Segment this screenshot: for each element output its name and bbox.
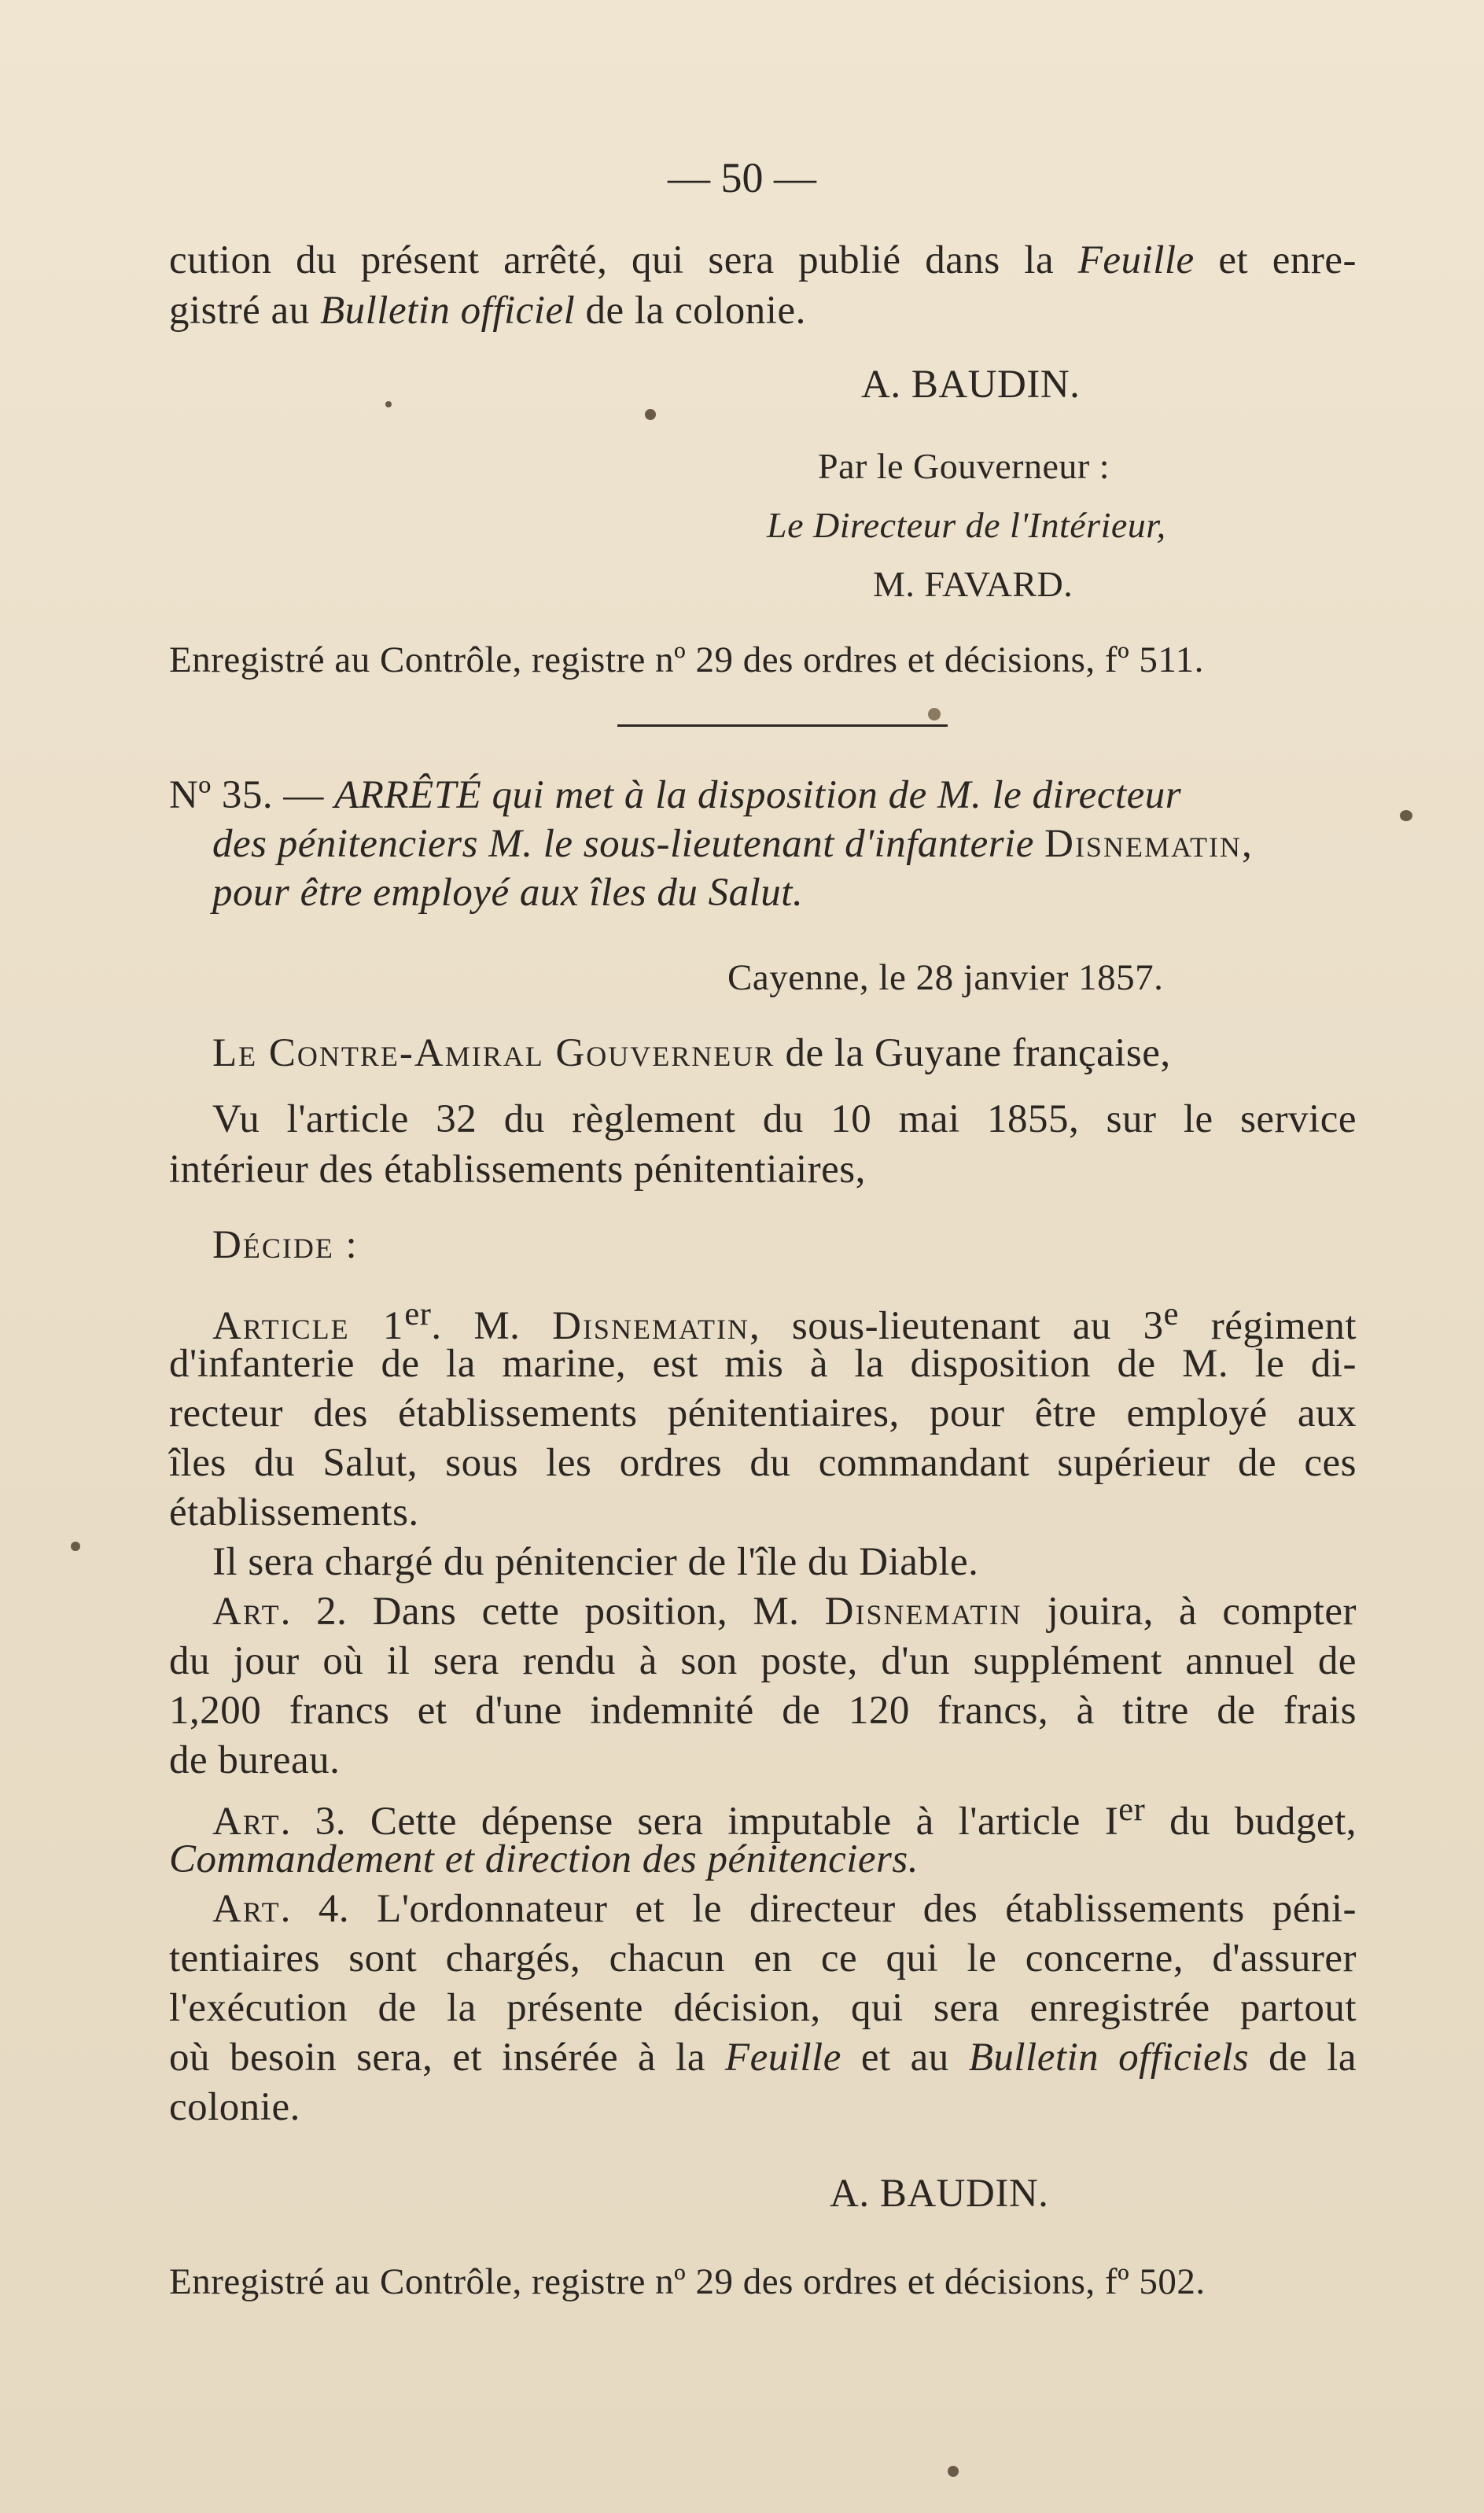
text-run-smallcaps: Disnematin	[552, 1304, 749, 1348]
text-run-italic: des pénitenciers M. le sous-lieutenant d'infanterie	[212, 822, 1045, 866]
text-run: et au	[841, 2036, 969, 2080]
superscript: er	[1118, 1791, 1146, 1828]
opening-line-2	[169, 286, 1349, 335]
text-run: gistré au	[169, 289, 320, 333]
closing-signature: A. BAUDIN.	[830, 2172, 1049, 2216]
paper-speck	[385, 401, 392, 407]
text-run-italic: Bulletin officiels	[968, 2036, 1250, 2080]
section-divider	[617, 724, 948, 727]
article-2-line-1	[212, 1587, 1357, 1636]
article-2-line-4: de bureau.	[169, 1738, 341, 1782]
decree-heading-line-2	[212, 820, 1392, 868]
superscript: er	[404, 1295, 432, 1332]
authority-line	[212, 1029, 1392, 1078]
text-run: . 4. L'ordonnateur et le directeur des établissements péni-	[280, 1887, 1357, 1931]
article-4-line-3: l'exécution de la présente décision, qui sera enregistrée partout	[169, 1986, 1357, 2030]
text-run: ,	[1241, 822, 1253, 866]
article-2-line-3: 1,200 francs et d'une indemnité de 120 francs, à titre de frais	[169, 1689, 1357, 1733]
article-1-line-6: Il sera chargé du pénitencier de l'île du Diable.	[212, 1540, 979, 1584]
text-run: du budget,	[1145, 1800, 1357, 1844]
preamble-line-1: Vu l'article 32 du règlement du 10 mai 1855, sur le service	[212, 1097, 1357, 1141]
text-run: de la	[1249, 2036, 1357, 2080]
text-run: de la Guyane française,	[775, 1031, 1171, 1075]
article-4-line-5: colonie.	[169, 2085, 300, 2129]
text-run-smallcaps: Art	[212, 1590, 281, 1634]
text-run: de la colonie.	[575, 289, 806, 333]
paper-speck	[71, 1542, 80, 1551]
opening-line-1	[169, 236, 1357, 285]
paper-speck	[645, 409, 656, 420]
registration-note-2: Enregistré au Contrôle, registre nº 29 des ordres et décisions, fº 502.	[169, 2261, 1206, 2302]
signature-name: A. BAUDIN.	[861, 363, 1081, 407]
text-run: et enre-	[1194, 238, 1357, 282]
paper-speck	[1400, 810, 1412, 821]
article-1-line-2: d'infanterie de la marine, est mis à la disposition de M. le di-	[169, 1342, 1357, 1386]
text-run: . 3. Cette dépense sera imputable à l'article I	[280, 1800, 1119, 1844]
article-4-line-4	[169, 2033, 1357, 2082]
text-run: cution du présent arrêté, qui sera publié dans la	[169, 238, 1078, 282]
text-run: Nº 35. —	[169, 773, 335, 817]
paper-speck	[928, 708, 941, 720]
text-run: . M.	[431, 1304, 553, 1348]
decide-heading: Décide :	[212, 1223, 359, 1267]
article-2-line-2: du jour où il sera rendu à son poste, d'un supplément annuel de	[169, 1639, 1357, 1683]
paper-speck	[948, 2466, 959, 2477]
text-run-smallcaps: Disnematin	[1044, 822, 1242, 866]
article-1-line-5: établissements.	[169, 1490, 419, 1535]
article-4-line-1	[212, 1885, 1357, 1933]
text-run-smallcaps: Art	[212, 1887, 281, 1931]
article-4-line-2: tentiaires sont chargés, chacun en ce qui le concerne, d'assurer	[169, 1936, 1357, 1981]
superscript: e	[1163, 1295, 1180, 1332]
preamble-line-2: intérieur des établissements pénitentiaires,	[169, 1148, 866, 1192]
text-run: , sous-lieutenant au 3	[749, 1304, 1164, 1348]
text-run: . 2. Dans cette position, M.	[280, 1590, 825, 1634]
signature-by-line: Par le Gouverneur :	[818, 446, 1110, 486]
text-run-italic: Feuille	[724, 2036, 841, 2080]
text-run-smallcaps: Disnematin	[824, 1590, 1022, 1634]
decree-heading-line-1	[169, 771, 1349, 820]
text-run: régiment	[1179, 1304, 1357, 1348]
text-run: où besoin sera, et insérée à la	[169, 2036, 725, 2080]
text-run-italic: Bulletin officiel	[319, 289, 576, 333]
text-run-smallcaps: Article 1	[212, 1304, 405, 1348]
article-1-line-3: recteur des établissements pénitentiaires, pour être employé aux	[169, 1391, 1357, 1435]
article-3-line-2: Commandement et direction des pénitenciers.	[169, 1837, 919, 1881]
registration-note: Enregistré au Contrôle, registre nº 29 des ordres et décisions, fº 511.	[169, 639, 1204, 680]
page-number: — 50 —	[668, 154, 816, 201]
dateline: Cayenne, le 28 janvier 1857.	[727, 957, 1164, 998]
article-1-line-4: îles du Salut, sous les ordres du commandant supérieur de ces	[169, 1441, 1357, 1485]
text-run-italic: Feuille	[1077, 238, 1195, 282]
text-run-smallcaps: Art	[212, 1800, 281, 1844]
signature-title: Le Directeur de l'Intérieur,	[767, 505, 1166, 545]
text-run-smallcaps: Le Contre-Amiral Gouverneur	[212, 1031, 775, 1075]
decree-heading-line-3: pour être employé aux îles du Salut.	[212, 871, 804, 915]
text-run: jouira, à compter	[1022, 1590, 1357, 1634]
signature-official: M. FAVARD.	[873, 564, 1073, 604]
text-run-italic: ARRÊTÉ qui met à la disposition de M. le directeur	[334, 773, 1182, 817]
